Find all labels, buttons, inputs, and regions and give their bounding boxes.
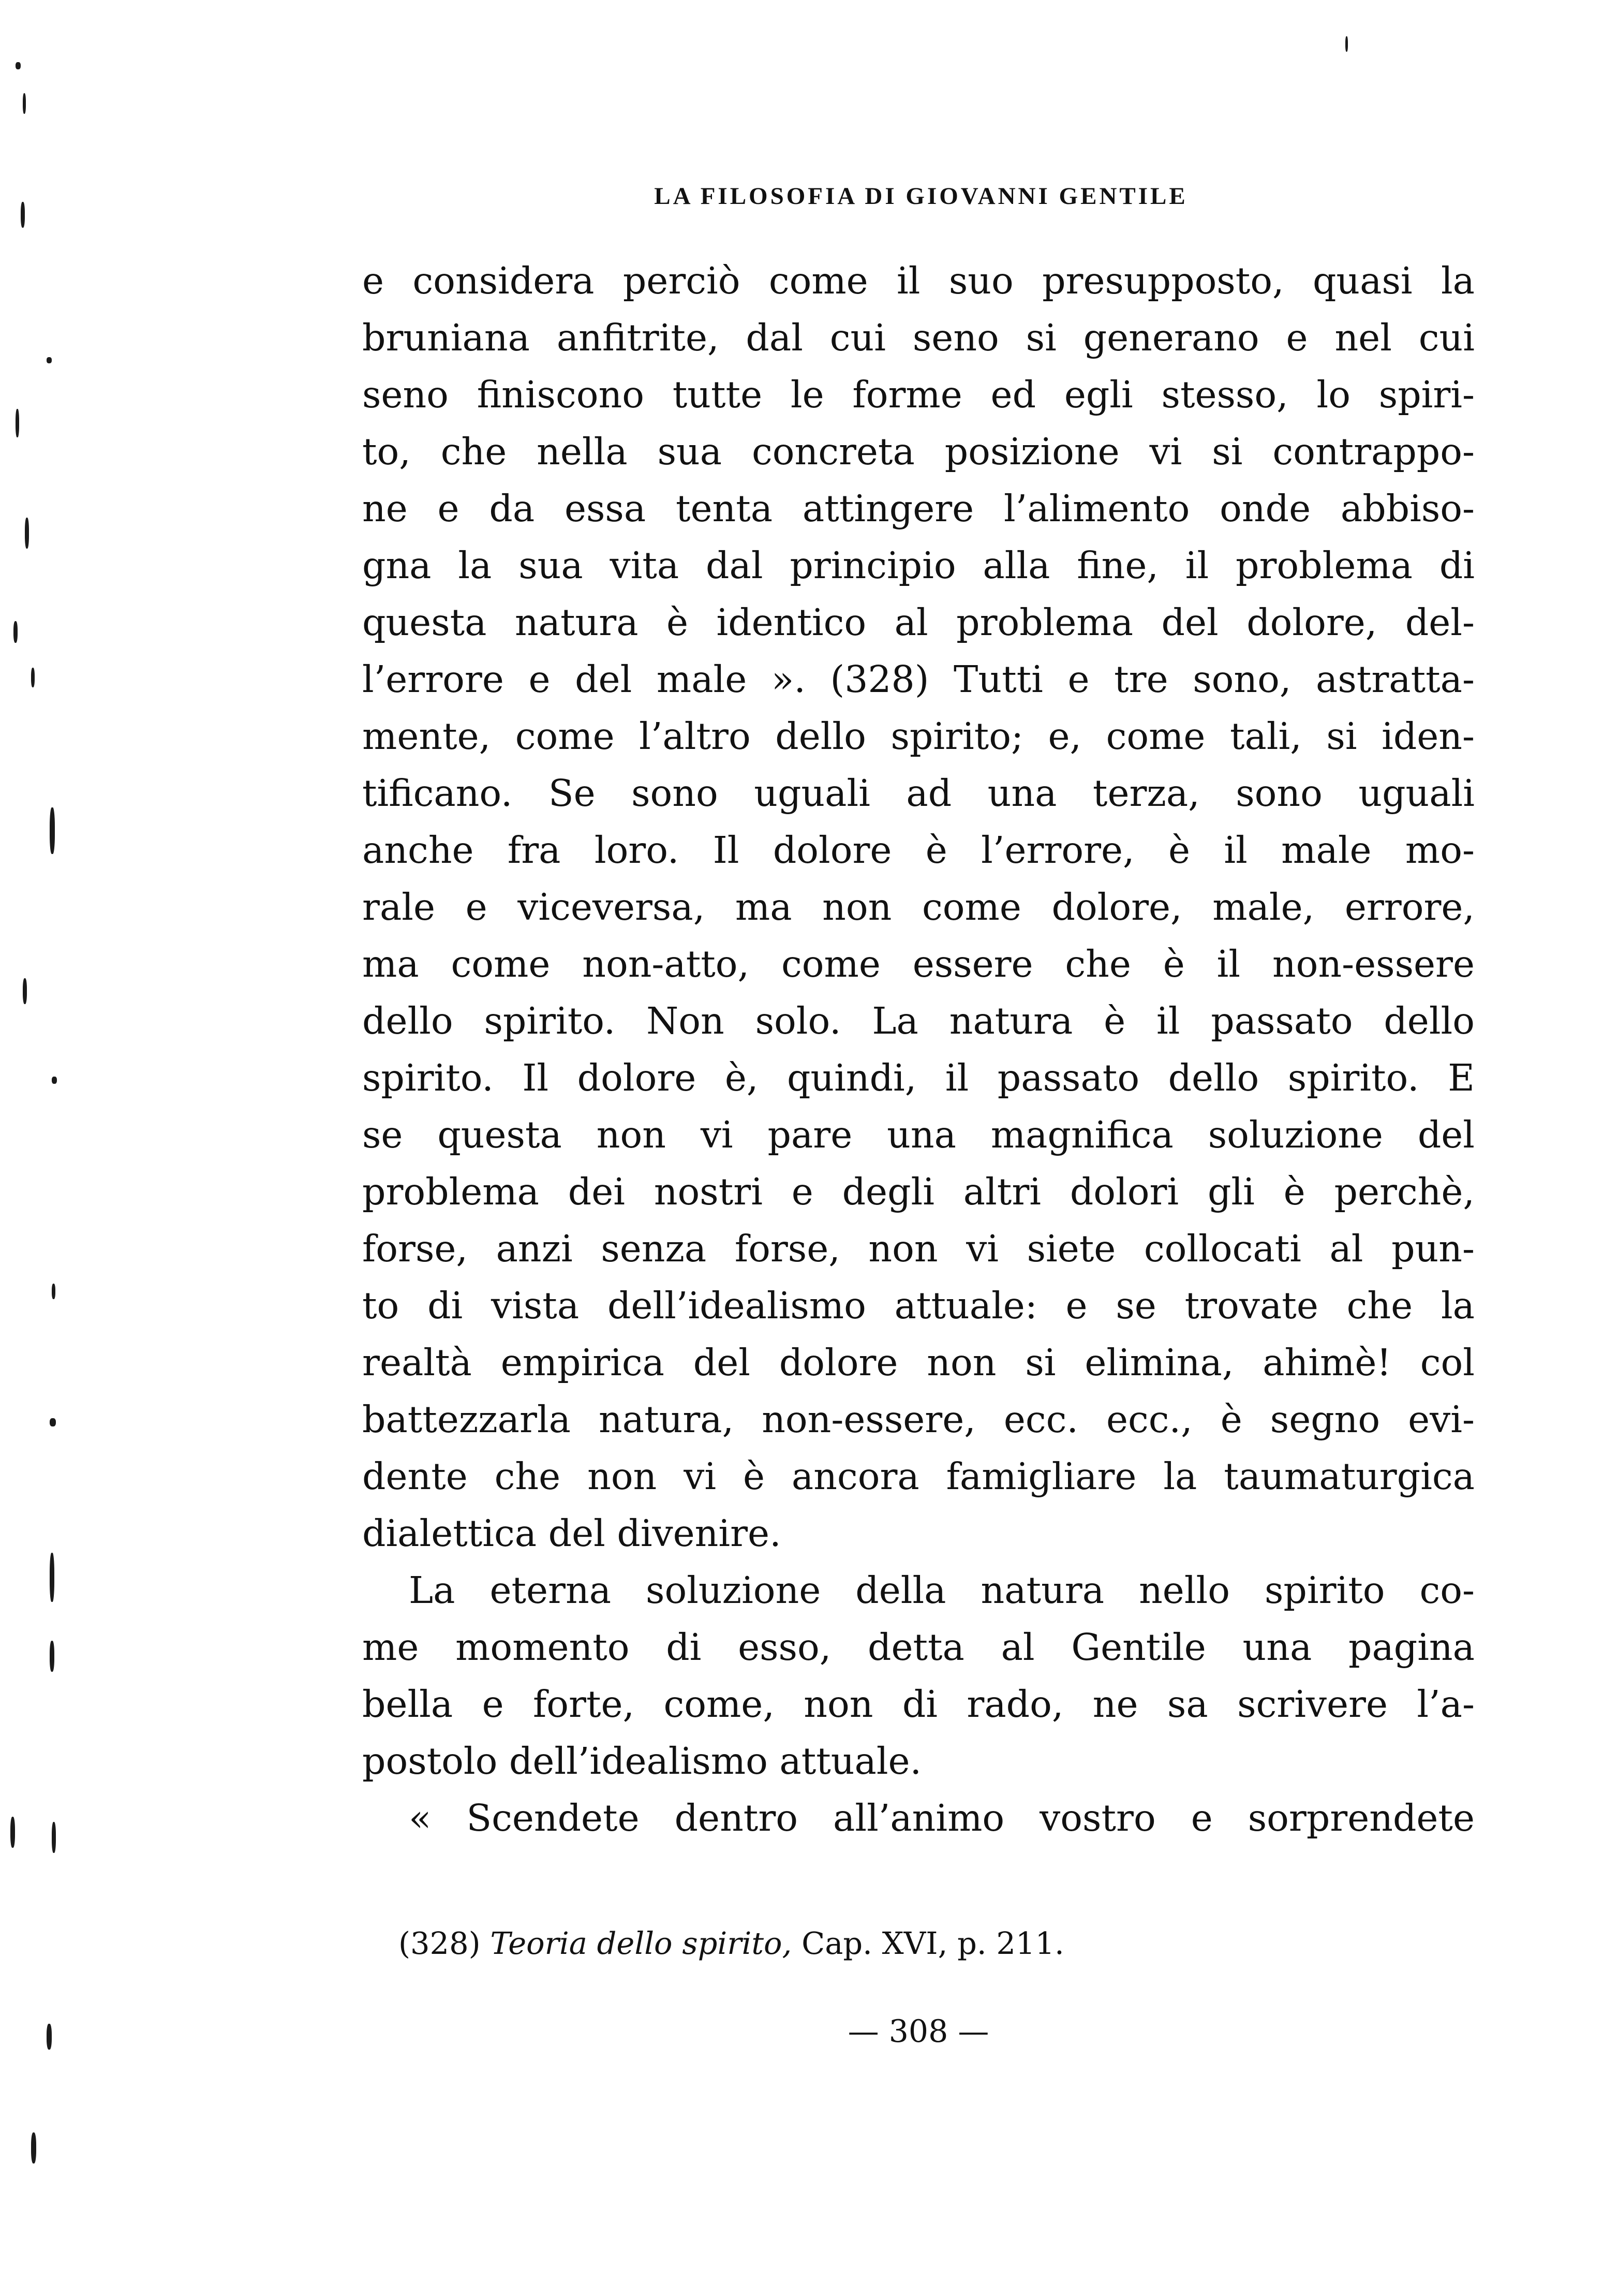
scan-speck [16, 62, 21, 69]
scan-speck [31, 668, 35, 687]
scan-speck [52, 1284, 55, 1299]
paragraph-last-line: postolo dell’idealismo attuale. [362, 1740, 922, 1783]
scan-speck [50, 807, 55, 854]
text-line: realtà empirica del dolore non si elimina, ahimè! col [362, 1341, 1475, 1384]
text-line: bella e forte, come, non di rado, ne sa scrivere l’a- [362, 1683, 1475, 1726]
scan-speck [52, 1822, 56, 1853]
footnote-title: Teoria dello spirito, [490, 1925, 792, 1961]
text-line: to di vista dell’idealismo attuale: e se trovate che la [362, 1284, 1475, 1327]
scan-speck [47, 357, 52, 363]
text-line: problema dei nostri e degli altri dolori gli è perchè, [362, 1170, 1475, 1213]
quotation-first-line: « Scendete dentro all’animo vostro e sorprendete [409, 1797, 1475, 1839]
scan-speck [13, 621, 18, 643]
text-line: rale e viceversa, ma non come dolore, male, errore, [362, 886, 1475, 929]
scan-speck [50, 1641, 54, 1672]
text-line: anche fra loro. Il dolore è l’errore, è il male mo- [362, 829, 1475, 872]
text-line: battezzarla natura, non-essere, ecc. ecc., è segno evi- [362, 1398, 1475, 1441]
scan-speck [23, 978, 27, 1004]
text-line: seno finiscono tutte le forme ed egli stesso, lo spiri- [362, 373, 1475, 416]
text-line: tificano. Se sono uguali ad una terza, sono uguali [362, 772, 1475, 815]
scan-speck [21, 202, 25, 228]
scan-speck [23, 93, 26, 114]
scan-speck [31, 2132, 36, 2163]
running-head: LA FILOSOFIA DI GIOVANNI GENTILE [654, 183, 1188, 210]
scan-speck [1345, 36, 1348, 52]
scan-speck [25, 518, 29, 549]
text-line: forse, anzi senza forse, non vi siete collocati al pun- [362, 1227, 1475, 1270]
text-line: ne e da essa tenta attingere l’alimento onde abbiso- [362, 487, 1475, 530]
text-line: dente che non vi è ancora famigliare la taumaturgica [362, 1455, 1475, 1498]
footnote-number: (328) [398, 1925, 481, 1961]
scan-speck [50, 1553, 54, 1602]
paragraph-last-line: dialettica del divenire. [362, 1512, 781, 1555]
footnote-location: Cap. XVI, p. 211. [802, 1925, 1064, 1961]
scan-speck [50, 1418, 56, 1426]
text-line: to, che nella sua concreta posizione vi si contrappo- [362, 430, 1475, 473]
text-line: questa natura è identico al problema del dolore, del- [362, 601, 1475, 644]
body-text [362, 253, 1475, 1847]
text-line: spirito. Il dolore è, quindi, il passato dello spirito. E [362, 1056, 1475, 1099]
scan-speck [16, 409, 19, 437]
text-line: mente, come l’altro dello spirito; e, come tali, si iden- [362, 715, 1475, 758]
text-line: dello spirito. Non solo. La natura è il passato dello [362, 999, 1475, 1042]
text-line: me momento di esso, detta al Gentile una pagina [362, 1626, 1475, 1669]
text-line: gna la sua vita dal principio alla fine, il problema di [362, 544, 1475, 587]
text-line: e considera perciò come il suo presupposto, quasi la [362, 259, 1475, 302]
scan-speck [47, 2024, 52, 2050]
scan-edge-marks [0, 0, 93, 2296]
text-line: ma come non-atto, come essere che è il non-essere [362, 943, 1475, 985]
scan-speck [10, 1817, 15, 1848]
paragraph-first-line: La eterna soluzione della natura nello spirito co- [409, 1569, 1475, 1612]
footnote [398, 1925, 1475, 1961]
page-number: — 308 — [848, 2013, 989, 2050]
text-line: l’errore e del male ». (328) Tutti e tre sono, astratta- [362, 658, 1475, 701]
text-line: bruniana anfitrite, dal cui seno si generano e nel cui [362, 316, 1475, 359]
text-line: se questa non vi pare una magnifica soluzione del [362, 1113, 1475, 1156]
scan-speck [52, 1077, 57, 1084]
